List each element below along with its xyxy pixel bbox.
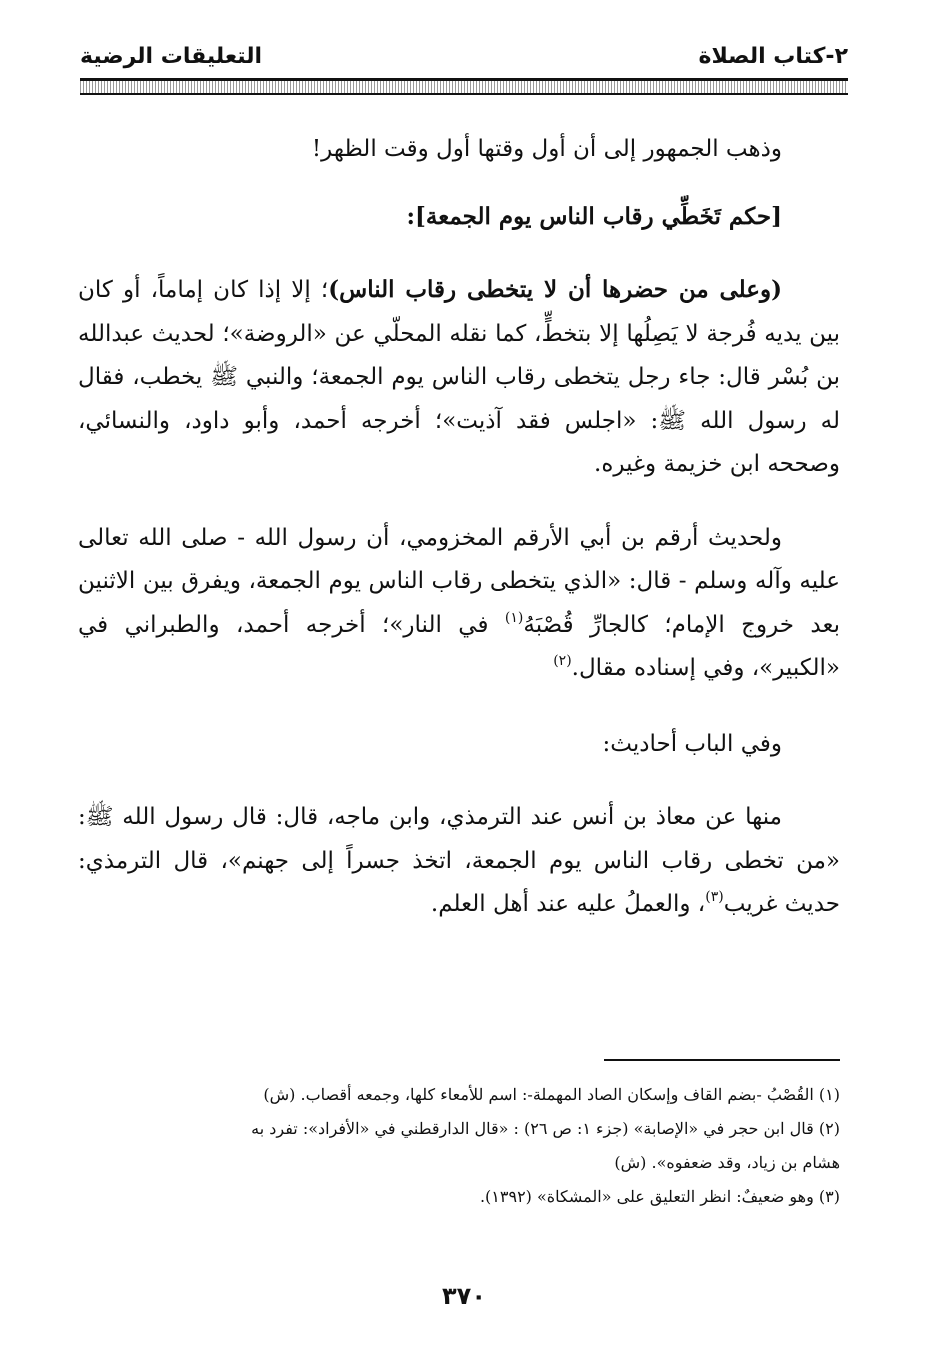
main-text (78, 128, 840, 927)
paragraph-3-text-b: في النار»؛ أخرجه أحمد، والطبراني في «الكبير»، وفي إسناده مقال. (78, 611, 840, 681)
footnotes (78, 1078, 840, 1214)
footnote-2-line-1: (٢) قال ابن حجر في «الإصابة» (جزء ١: ص ٢٦) : «قال الدارقطني في «الأفراد»: تفرد به (251, 1119, 840, 1138)
footnote-ref-3[interactable]: (٣) (705, 889, 724, 905)
footnote-ref-1[interactable]: (١) (504, 609, 524, 626)
page-number: ٣٧٠ (442, 1282, 486, 1310)
footnote-3: (٣) وهو ضعيفٌ: انظر التعليق على «المشكاة» (١٣٩٢). (479, 1187, 840, 1206)
paragraph-5-text-a: منها عن معاذ بن أنس عند الترمذي، وابن ماجه، قال: قال رسول الله ﷺ: «من تخطى رقاب الناس يوم الجمعة، اتخذ جسراً إلى جهنم»، قال الترمذي: حديث غريب (78, 804, 841, 917)
section-heading: [حكم تَخَطِّي رقاب الناس يوم الجمعة]: (406, 202, 782, 230)
paragraph-2 (78, 268, 840, 487)
footnote-ref-2[interactable]: (٢) (553, 653, 572, 669)
paragraph-1: وذهب الجمهور إلى أن أول وقتها أول وقت الظهر! (311, 136, 782, 162)
header-rule (80, 78, 848, 95)
commentary-text: ؛ إلا إذا كان إماماً، أو كان بين يديه فُرجة لا يَصِلُها إلا بتخطٍّ، كما نقله المحلّي عن «الروضة»؛ لحديث عبدالله بن بُسْر قال: جاء رجل يتخطى رقاب الناس يوم الجمعة؛ والنبي ﷺ يخطب، فقال له رسول الله ﷺ: «اجلس فقد آذيت»؛ أخرجه أحمد، وأبو داود، والنسائي، وصححه ابن خزيمة وغيره. (78, 277, 840, 477)
matn-text: (وعلى من حضرها أن لا يتخطى رقاب الناس) (328, 276, 782, 303)
paragraph-5-text-b: ، والعملُ عليه عند أهل العلم. (430, 891, 706, 917)
paragraph-5 (78, 796, 840, 927)
paragraph-4: وفي الباب أحاديث: (602, 730, 782, 757)
running-header (80, 40, 848, 74)
paragraph-3 (78, 517, 840, 691)
chapter-title: ٢-كتاب الصلاة (698, 44, 848, 69)
footnote-separator (604, 1059, 840, 1061)
paragraph-3-text-a: ولحديث أرقم بن أبي الأرقم المخزومي، أن رسول الله - صلى الله تعالى عليه وآله وسلم - قال: «الذي يتخطى رقاب الناس يوم الجمعة، ويفرق بين الاثنين بعد خروج الإمام؛ كالجارِّ قُصْبَهُ (78, 524, 841, 638)
footnote-2-line-2: هشام بن زياد، وقد ضعفوه». (ش) (614, 1153, 840, 1172)
book-title: التعليقات الرضية (80, 44, 263, 69)
footnote-1: (١) القُصْبُ -بضم القاف وإسكان الصاد المهملة-: اسم للأمعاء كلها، وجمعه أقصاب. (ش) (263, 1085, 840, 1104)
